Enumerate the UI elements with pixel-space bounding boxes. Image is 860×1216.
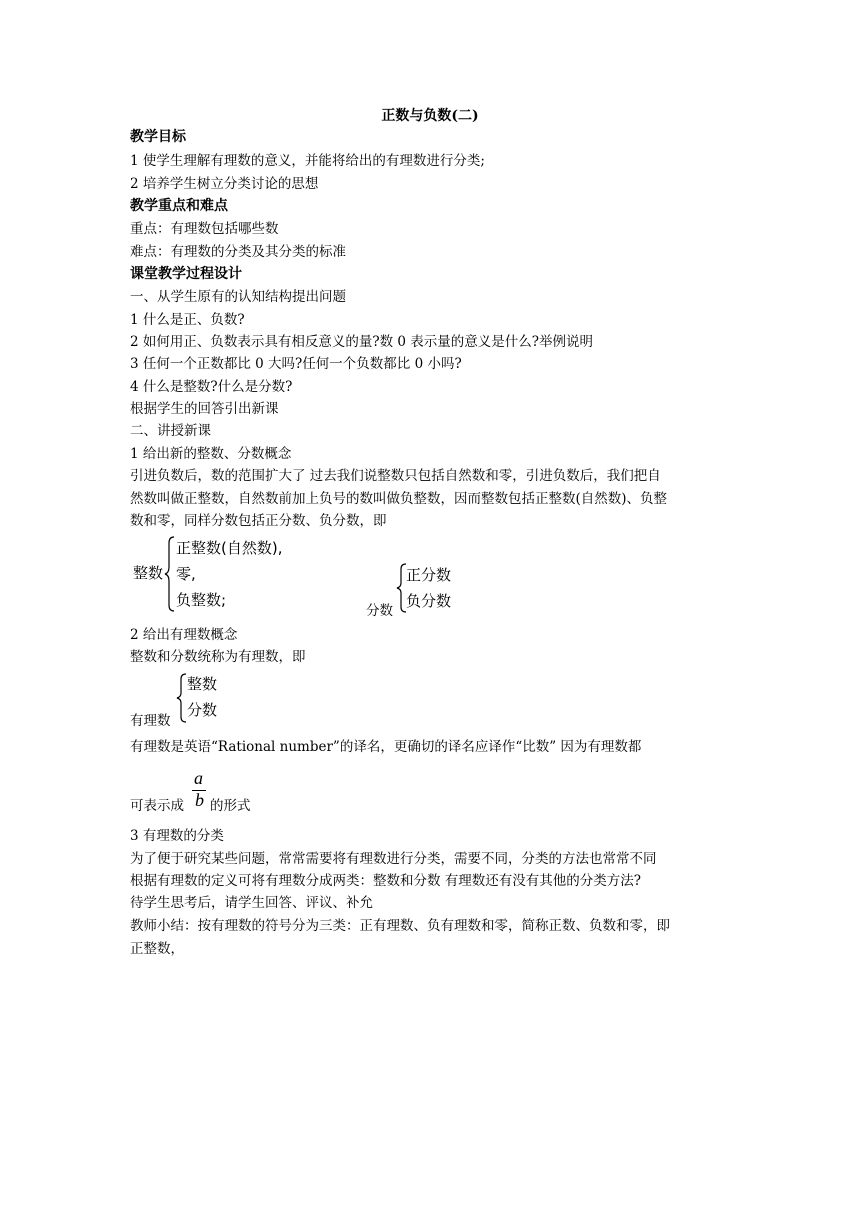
question-3: 3 任何一个正数都比 0 大吗?任何一个负数都比 0 小吗? xyxy=(130,356,462,372)
integer-class-label: 整数 xyxy=(133,564,164,582)
subsection-3-title: 3 有理数的分类 xyxy=(130,828,224,844)
goal-1: 1 使学生理解有理数的意义，并能将给出的有理数进行分类; xyxy=(130,153,485,169)
integer-item-negative: 负整数; xyxy=(176,591,227,609)
fraction-numerator: a xyxy=(194,768,203,788)
classification-by-definition: 根据有理数的定义可将有理数分成两类：整数和分数 有理数还有没有其他的分类方法? xyxy=(130,873,642,889)
fraction-item-negative: 负分数 xyxy=(406,592,452,610)
heading-teaching-goals: 教学目标 xyxy=(130,129,186,145)
question-2: 2 如何用正、负数表示具有相反意义的量?数 0 表示量的意义是什么?举例说明 xyxy=(130,334,594,350)
fraction-class-label: 分数 xyxy=(366,603,393,619)
page-title: 正数与负数(二) xyxy=(381,108,479,124)
rational-definition: 整数和分数统称为有理数，即 xyxy=(130,649,306,665)
question-1: 1 什么是正、负数? xyxy=(130,312,245,328)
section-2-title: 二、讲授新课 xyxy=(130,423,211,439)
question-4: 4 什么是整数?什么是分数? xyxy=(130,379,293,395)
intro-new-lesson: 根据学生的回答引出新课 xyxy=(130,401,279,417)
rational-item-integer: 整数 xyxy=(187,675,218,693)
integer-brace-icon xyxy=(164,536,176,612)
integer-item-positive: 正整数(自然数), xyxy=(176,539,283,557)
paragraph-line-1: 引进负数后，数的范围扩大了 过去我们说整数只包括自然数和零，引进负数后，我们把自 xyxy=(130,468,661,484)
subsection-1-title: 1 给出新的整数、分数概念 xyxy=(130,446,292,462)
fraction-item-positive: 正分数 xyxy=(406,566,452,584)
section-1-title: 一、从学生原有的认知结构提出问题 xyxy=(130,289,346,305)
rational-class-label: 有理数 xyxy=(130,713,171,729)
etymology-line: 有理数是英语“Rational number”的译名，更确切的译名应译作“比数” 因为有理数都 xyxy=(130,739,642,755)
goal-2: 2 培养学生树立分类讨论的思想 xyxy=(130,176,319,192)
paragraph-line-2: 然数叫做正整数，自然数前加上负号的数叫做负整数，因而整数包括正整数(自然数)、负整 xyxy=(130,491,668,507)
student-discussion: 待学生思考后，请学生回答、评议、补允 xyxy=(130,895,373,911)
subsection-2-title: 2 给出有理数概念 xyxy=(130,627,238,643)
form-text-after: 的形式 xyxy=(210,798,251,814)
integer-item-zero: 零, xyxy=(176,565,196,583)
form-text-before: 可表示成 xyxy=(130,798,184,814)
paragraph-line-3: 数和零，同样分数包括正分数、负分数，即 xyxy=(130,513,387,529)
classification-intro: 为了便于研究某些问题，常常需要将有理数进行分类，需要不同，分类的方法也常常不同 xyxy=(130,851,657,867)
key-point: 重点：有理数包括哪些数 xyxy=(130,221,279,237)
fraction-denominator: b xyxy=(195,790,204,810)
teacher-summary: 教师小结：按有理数的符号分为三类：正有理数、负有理数和零，简称正数、负数和零，即 xyxy=(130,918,670,934)
rational-item-fraction: 分数 xyxy=(187,701,218,719)
heading-process: 课堂教学过程设计 xyxy=(130,266,242,282)
heading-key-points: 教学重点和难点 xyxy=(130,198,228,214)
summary-continuation: 正整数， xyxy=(130,941,184,957)
difficulty: 难点：有理数的分类及其分类的标准 xyxy=(130,244,346,260)
